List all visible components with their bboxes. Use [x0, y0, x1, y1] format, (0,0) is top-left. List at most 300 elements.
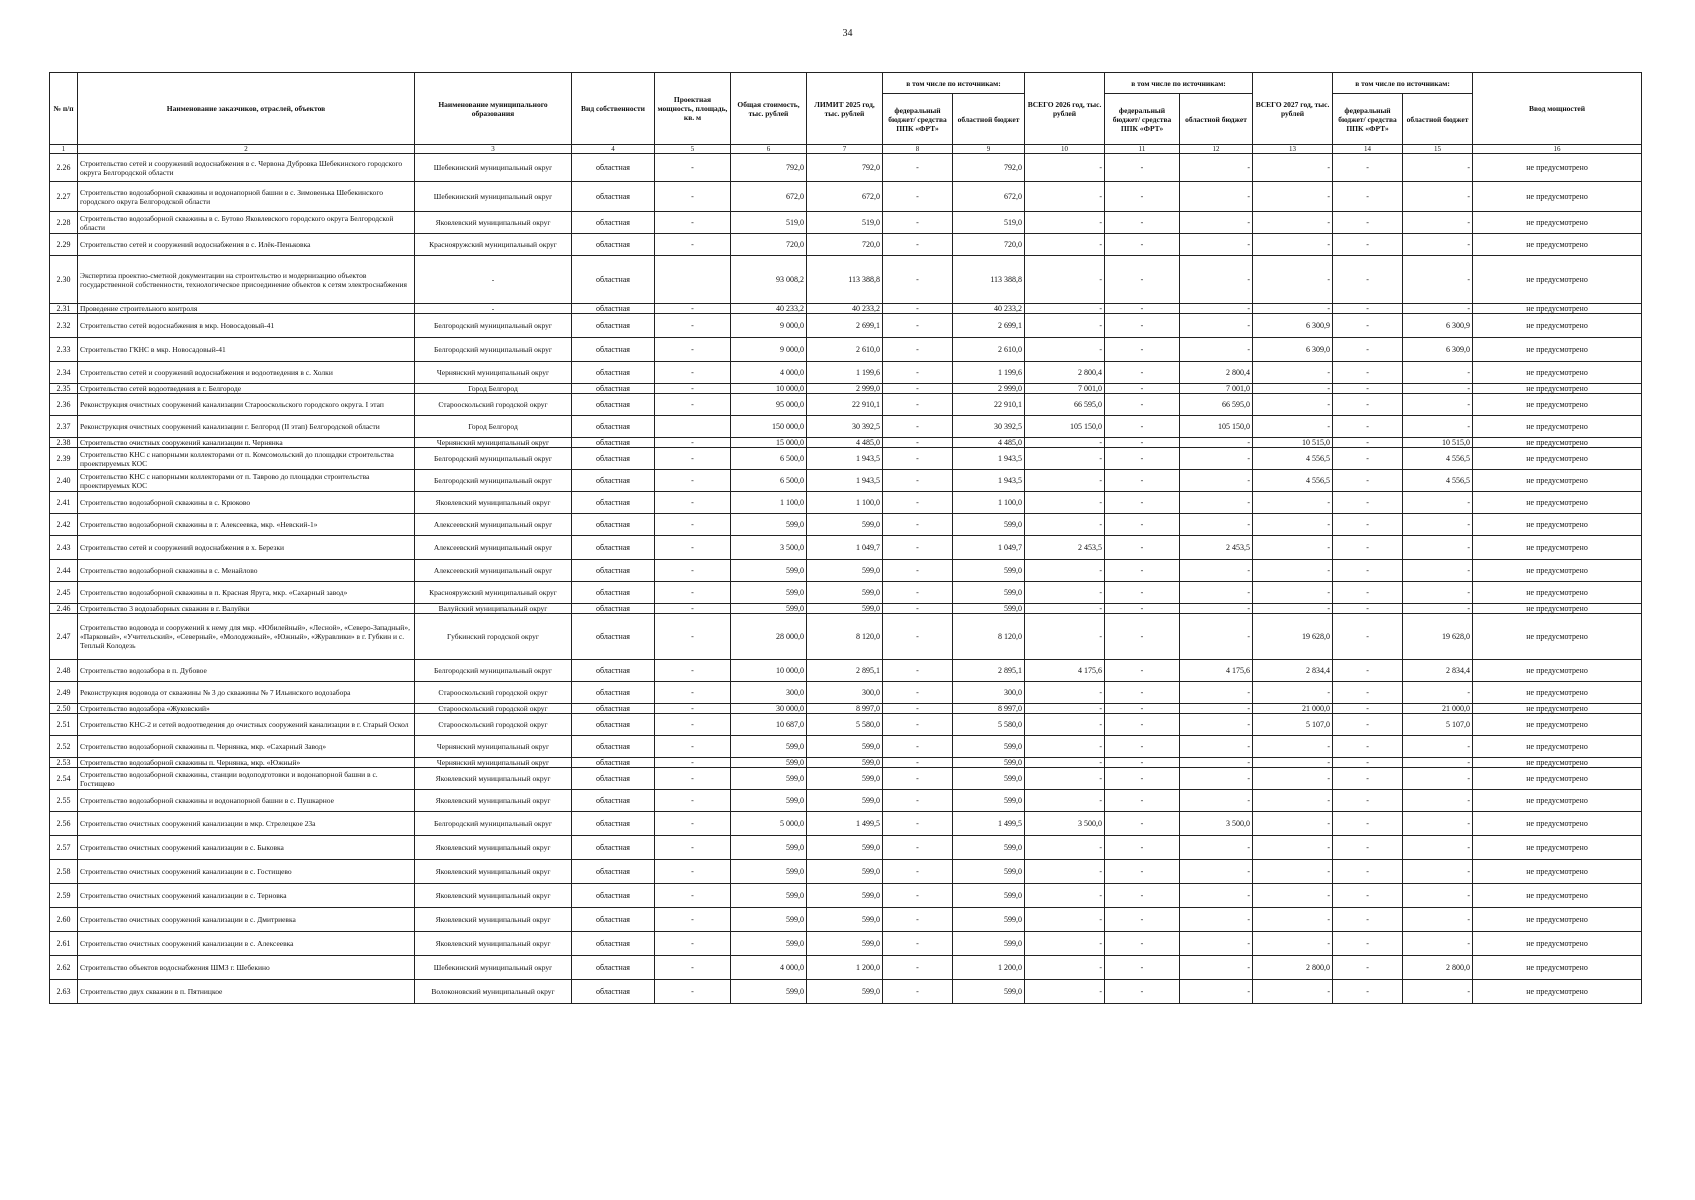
federal-2027-cell: -	[1333, 416, 1403, 438]
object-name-cell: Строительство сетей и сооружений водоснабжения в х. Березки	[78, 536, 415, 560]
column-number: 12	[1180, 145, 1253, 154]
capacity-cell: -	[655, 338, 731, 362]
limit-2025-cell: 2 999,0	[807, 384, 883, 394]
federal-2025-cell: -	[883, 604, 953, 614]
capacity-cell: -	[655, 604, 731, 614]
limit-2025-cell: 2 699,1	[807, 314, 883, 338]
commissioning-cell: не предусмотрено	[1473, 956, 1642, 980]
federal-2026-cell: -	[1105, 956, 1180, 980]
regional-2025-cell: 599,0	[953, 582, 1025, 604]
commissioning-cell: не предусмотрено	[1473, 604, 1642, 614]
regional-2027-cell: -	[1403, 492, 1473, 514]
regional-2025-cell: 1 200,0	[953, 956, 1025, 980]
municipality-cell: Яковлевский муниципальный округ	[415, 860, 572, 884]
regional-2026-cell: -	[1180, 314, 1253, 338]
total-2026-cell: -	[1025, 790, 1105, 812]
federal-2025-cell: -	[883, 614, 953, 660]
object-name-cell: Строительство очистных сооружений канализации в с. Терновка	[78, 884, 415, 908]
row-number-cell: 2.41	[50, 492, 78, 514]
regional-2027-cell: -	[1403, 860, 1473, 884]
regional-2026-cell: -	[1180, 234, 1253, 256]
federal-2027-cell: -	[1333, 860, 1403, 884]
total-2027-cell: 10 515,0	[1253, 438, 1333, 448]
federal-2027-cell: -	[1333, 604, 1403, 614]
object-name-cell: Строительство водозаборной скважины и водонапорной башни в с. Зимовенька Шебекинского городского округа Белгородской области	[78, 182, 415, 212]
column-number: 16	[1473, 145, 1642, 154]
federal-2025-cell: -	[883, 836, 953, 860]
row-number-cell: 2.57	[50, 836, 78, 860]
table-row	[50, 790, 1642, 812]
regional-2025-cell: 792,0	[953, 154, 1025, 182]
federal-2026-cell: -	[1105, 394, 1180, 416]
regional-2027-cell: 21 000,0	[1403, 704, 1473, 714]
federal-2027-cell: -	[1333, 304, 1403, 314]
regional-2026-cell: -	[1180, 470, 1253, 492]
federal-2025-cell: -	[883, 536, 953, 560]
federal-2027-cell: -	[1333, 338, 1403, 362]
object-name-cell: Строительство двух скважин в п. Пятницкое	[78, 980, 415, 1004]
regional-2026-cell: -	[1180, 714, 1253, 736]
table-row	[50, 394, 1642, 416]
regional-2025-cell: 599,0	[953, 604, 1025, 614]
regional-2025-cell: 8 997,0	[953, 704, 1025, 714]
federal-2026-cell: -	[1105, 768, 1180, 790]
regional-2027-cell: -	[1403, 884, 1473, 908]
commissioning-cell: не предусмотрено	[1473, 416, 1642, 438]
commissioning-cell: не предусмотрено	[1473, 438, 1642, 448]
regional-2026-cell: 3 500,0	[1180, 812, 1253, 836]
ownership-cell: областная	[572, 470, 655, 492]
total-2027-cell: 19 628,0	[1253, 614, 1333, 660]
regional-2027-cell: -	[1403, 908, 1473, 932]
table-row	[50, 604, 1642, 614]
column-number: 9	[953, 145, 1025, 154]
federal-2027-cell: -	[1333, 536, 1403, 560]
regional-2026-cell: -	[1180, 604, 1253, 614]
object-name-cell: Строительство водозаборной скважины, станции водоподготовки и водонапорной башни в с. Гостищево	[78, 768, 415, 790]
object-name-cell: Строительство очистных сооружений канализации в с. Дмитриевка	[78, 908, 415, 932]
table-row	[50, 758, 1642, 768]
row-number-cell: 2.53	[50, 758, 78, 768]
total-2027-cell: -	[1253, 536, 1333, 560]
total-2027-cell: -	[1253, 790, 1333, 812]
ownership-cell: областная	[572, 536, 655, 560]
capacity-cell	[655, 256, 731, 304]
regional-2026-cell: -	[1180, 514, 1253, 536]
total-2026-cell: -	[1025, 836, 1105, 860]
limit-2025-cell: 599,0	[807, 932, 883, 956]
federal-2026-cell: -	[1105, 582, 1180, 604]
total-2026-cell: -	[1025, 582, 1105, 604]
limit-2025-cell: 300,0	[807, 682, 883, 704]
object-name-cell: Строительство водозаборной скважины п. Чернянка, мкр. «Южный»	[78, 758, 415, 768]
table-row	[50, 416, 1642, 438]
commissioning-cell: не предусмотрено	[1473, 560, 1642, 582]
limit-2025-cell: 1 200,0	[807, 956, 883, 980]
row-number-cell: 2.55	[50, 790, 78, 812]
federal-2026-cell: -	[1105, 536, 1180, 560]
row-number-cell: 2.26	[50, 154, 78, 182]
total-cost-cell: 599,0	[731, 560, 807, 582]
total-cost-cell: 599,0	[731, 514, 807, 536]
commissioning-cell: не предусмотрено	[1473, 980, 1642, 1004]
capacity-cell: -	[655, 736, 731, 758]
limit-2025-cell: 519,0	[807, 212, 883, 234]
total-2027-cell: -	[1253, 812, 1333, 836]
column-number: 3	[415, 145, 572, 154]
federal-2026-cell: -	[1105, 362, 1180, 384]
total-2026-cell: -	[1025, 956, 1105, 980]
federal-2026-cell: -	[1105, 514, 1180, 536]
federal-2027-cell: -	[1333, 956, 1403, 980]
federal-2026-cell: -	[1105, 790, 1180, 812]
total-2026-cell: -	[1025, 256, 1105, 304]
ownership-cell: областная	[572, 582, 655, 604]
total-2027-cell: -	[1253, 682, 1333, 704]
row-number-cell: 2.56	[50, 812, 78, 836]
total-2026-cell: -	[1025, 980, 1105, 1004]
total-2027-cell: -	[1253, 884, 1333, 908]
federal-2027-cell: -	[1333, 438, 1403, 448]
total-2027-cell: -	[1253, 234, 1333, 256]
row-number-cell: 2.33	[50, 338, 78, 362]
total-cost-cell: 150 000,0	[731, 416, 807, 438]
commissioning-cell: не предусмотрено	[1473, 362, 1642, 384]
regional-2026-cell: -	[1180, 908, 1253, 932]
object-name-cell: Проведение строительного контроля	[78, 304, 415, 314]
regional-2025-cell: 40 233,2	[953, 304, 1025, 314]
object-name-cell: Строительство сетей и сооружений водоснабжения в с. Илёк-Пеньковка	[78, 234, 415, 256]
ownership-cell: областная	[572, 384, 655, 394]
federal-2026-cell: -	[1105, 884, 1180, 908]
federal-2025-cell: -	[883, 884, 953, 908]
total-2027-cell: -	[1253, 860, 1333, 884]
table-row	[50, 768, 1642, 790]
total-2026-cell: -	[1025, 438, 1105, 448]
regional-2025-cell: 300,0	[953, 682, 1025, 704]
limit-2025-cell: 2 895,1	[807, 660, 883, 682]
regional-2025-cell: 5 580,0	[953, 714, 1025, 736]
row-number-cell: 2.47	[50, 614, 78, 660]
federal-2025-cell: -	[883, 768, 953, 790]
investment-program-table	[49, 72, 1642, 1004]
object-name-cell: Строительство очистных сооружений канализации в с. Алексеевка	[78, 932, 415, 956]
row-number-cell: 2.36	[50, 394, 78, 416]
total-2027-cell: 21 000,0	[1253, 704, 1333, 714]
capacity-cell: -	[655, 614, 731, 660]
object-name-cell: Реконструкция очистных сооружений канализации Старооскольского городского округа. I этап	[78, 394, 415, 416]
municipality-cell: Старооскольский городской округ	[415, 682, 572, 704]
federal-2025-cell: -	[883, 812, 953, 836]
regional-2026-cell: -	[1180, 758, 1253, 768]
ownership-cell: областная	[572, 980, 655, 1004]
total-2026-cell: -	[1025, 314, 1105, 338]
regional-2027-cell: -	[1403, 768, 1473, 790]
total-2026-cell: -	[1025, 768, 1105, 790]
municipality-cell: Шебекинский муниципальный округ	[415, 182, 572, 212]
capacity-cell: -	[655, 394, 731, 416]
regional-2025-cell: 1 199,6	[953, 362, 1025, 384]
table-row	[50, 234, 1642, 256]
header-municipality: Наименование муниципального образования	[415, 73, 572, 145]
total-2027-cell: -	[1253, 980, 1333, 1004]
row-number-cell: 2.35	[50, 384, 78, 394]
regional-2027-cell: -	[1403, 736, 1473, 758]
regional-2026-cell: -	[1180, 492, 1253, 514]
total-2026-cell: 3 500,0	[1025, 812, 1105, 836]
header-sources-2025: в том числе по источникам:	[883, 73, 1025, 94]
capacity-cell: -	[655, 836, 731, 860]
municipality-cell: Белгородский муниципальный округ	[415, 660, 572, 682]
table-row	[50, 314, 1642, 338]
regional-2025-cell: 1 100,0	[953, 492, 1025, 514]
limit-2025-cell: 1 943,5	[807, 470, 883, 492]
total-2027-cell: -	[1253, 836, 1333, 860]
row-number-cell: 2.46	[50, 604, 78, 614]
federal-2026-cell: -	[1105, 154, 1180, 182]
federal-2025-cell: -	[883, 154, 953, 182]
federal-2027-cell: -	[1333, 884, 1403, 908]
total-2027-cell: -	[1253, 154, 1333, 182]
total-2026-cell: 105 150,0	[1025, 416, 1105, 438]
total-2027-cell: 2 834,4	[1253, 660, 1333, 682]
commissioning-cell: не предусмотрено	[1473, 384, 1642, 394]
commissioning-cell: не предусмотрено	[1473, 790, 1642, 812]
commissioning-cell: не предусмотрено	[1473, 212, 1642, 234]
table-row	[50, 956, 1642, 980]
total-cost-cell: 30 000,0	[731, 704, 807, 714]
total-2026-cell: -	[1025, 614, 1105, 660]
regional-2027-cell: 4 556,5	[1403, 470, 1473, 492]
header-sources-2026: в том числе по источникам:	[1105, 73, 1253, 94]
federal-2025-cell: -	[883, 660, 953, 682]
object-name-cell: Строительство водозабора в п. Дубовое	[78, 660, 415, 682]
regional-2025-cell: 30 392,5	[953, 416, 1025, 438]
object-name-cell: Строительство водозаборной скважины в п. Красная Яруга, мкр. «Сахарный завод»	[78, 582, 415, 604]
municipality-cell: Яковлевский муниципальный округ	[415, 932, 572, 956]
object-name-cell: Строительство очистных сооружений канализации в мкр. Стрелецкое 23а	[78, 812, 415, 836]
total-2026-cell: 2 800,4	[1025, 362, 1105, 384]
total-2026-cell: -	[1025, 234, 1105, 256]
row-number-cell: 2.44	[50, 560, 78, 582]
capacity-cell: -	[655, 314, 731, 338]
total-2027-cell: -	[1253, 416, 1333, 438]
total-2027-cell: 4 556,5	[1253, 470, 1333, 492]
total-cost-cell: 599,0	[731, 980, 807, 1004]
total-2026-cell: 66 595,0	[1025, 394, 1105, 416]
federal-2027-cell: -	[1333, 470, 1403, 492]
capacity-cell: -	[655, 582, 731, 604]
regional-2025-cell: 519,0	[953, 212, 1025, 234]
row-number-cell: 2.62	[50, 956, 78, 980]
regional-2026-cell: -	[1180, 884, 1253, 908]
table-body	[50, 154, 1642, 1004]
commissioning-cell: не предусмотрено	[1473, 256, 1642, 304]
federal-2025-cell: -	[883, 338, 953, 362]
commissioning-cell: не предусмотрено	[1473, 768, 1642, 790]
capacity-cell	[655, 416, 731, 438]
limit-2025-cell: 4 485,0	[807, 438, 883, 448]
total-2027-cell: -	[1253, 304, 1333, 314]
limit-2025-cell: 1 943,5	[807, 448, 883, 470]
total-cost-cell: 4 000,0	[731, 362, 807, 384]
federal-2025-cell: -	[883, 514, 953, 536]
total-cost-cell: 599,0	[731, 736, 807, 758]
total-2026-cell: -	[1025, 704, 1105, 714]
municipality-cell: Волоконовский муниципальный округ	[415, 980, 572, 1004]
table-row	[50, 682, 1642, 704]
federal-2027-cell: -	[1333, 790, 1403, 812]
regional-2027-cell: -	[1403, 812, 1473, 836]
total-2027-cell: -	[1253, 736, 1333, 758]
federal-2027-cell: -	[1333, 582, 1403, 604]
federal-2026-cell: -	[1105, 234, 1180, 256]
regional-2025-cell: 599,0	[953, 884, 1025, 908]
municipality-cell: Яковлевский муниципальный округ	[415, 908, 572, 932]
federal-2027-cell: -	[1333, 736, 1403, 758]
ownership-cell: областная	[572, 614, 655, 660]
ownership-cell: областная	[572, 682, 655, 704]
header-capacity: Проектная мощность, площадь, кв. м	[655, 73, 731, 145]
commissioning-cell: не предусмотрено	[1473, 394, 1642, 416]
table-row	[50, 492, 1642, 514]
federal-2026-cell: -	[1105, 614, 1180, 660]
commissioning-cell: не предусмотрено	[1473, 154, 1642, 182]
federal-2026-cell: -	[1105, 182, 1180, 212]
regional-2027-cell: -	[1403, 758, 1473, 768]
regional-2027-cell: -	[1403, 416, 1473, 438]
federal-2025-cell: -	[883, 314, 953, 338]
regional-2027-cell: 4 556,5	[1403, 448, 1473, 470]
federal-2027-cell: -	[1333, 980, 1403, 1004]
object-name-cell: Строительство очистных сооружений канализации в с. Гостищево	[78, 860, 415, 884]
regional-2026-cell: -	[1180, 304, 1253, 314]
limit-2025-cell: 30 392,5	[807, 416, 883, 438]
table-row	[50, 660, 1642, 682]
federal-2027-cell: -	[1333, 234, 1403, 256]
capacity-cell: -	[655, 438, 731, 448]
page-number: 34	[842, 28, 853, 39]
table-row	[50, 560, 1642, 582]
commissioning-cell: не предусмотрено	[1473, 314, 1642, 338]
object-name-cell: Строительство сетей и сооружений водоснабжения и водоотведения в с. Холки	[78, 362, 415, 384]
regional-2027-cell: -	[1403, 980, 1473, 1004]
commissioning-cell: не предусмотрено	[1473, 714, 1642, 736]
total-2027-cell: -	[1253, 560, 1333, 582]
total-2027-cell: 4 556,5	[1253, 448, 1333, 470]
limit-2025-cell: 599,0	[807, 514, 883, 536]
municipality-cell: Губкинский городской округ	[415, 614, 572, 660]
limit-2025-cell: 8 120,0	[807, 614, 883, 660]
capacity-cell: -	[655, 234, 731, 256]
object-name-cell: Строительство очистных сооружений канализации п. Чернянка	[78, 438, 415, 448]
regional-2026-cell: 2 453,5	[1180, 536, 1253, 560]
table-row	[50, 980, 1642, 1004]
federal-2025-cell: -	[883, 714, 953, 736]
federal-2026-cell: -	[1105, 736, 1180, 758]
regional-2026-cell: -	[1180, 682, 1253, 704]
regional-2026-cell: -	[1180, 582, 1253, 604]
limit-2025-cell: 672,0	[807, 182, 883, 212]
regional-2025-cell: 599,0	[953, 836, 1025, 860]
regional-2026-cell: -	[1180, 212, 1253, 234]
regional-2025-cell: 22 910,1	[953, 394, 1025, 416]
object-name-cell: Строительство водозабора «Жуковский»	[78, 704, 415, 714]
municipality-cell: Старооскольский городской округ	[415, 714, 572, 736]
total-2026-cell: -	[1025, 338, 1105, 362]
regional-2025-cell: 599,0	[953, 514, 1025, 536]
total-2027-cell: -	[1253, 514, 1333, 536]
limit-2025-cell: 113 388,8	[807, 256, 883, 304]
ownership-cell: областная	[572, 394, 655, 416]
municipality-cell: Алексеевский муниципальный округ	[415, 514, 572, 536]
row-number-cell: 2.63	[50, 980, 78, 1004]
ownership-cell: областная	[572, 416, 655, 438]
total-2027-cell: -	[1253, 768, 1333, 790]
column-number: 6	[731, 145, 807, 154]
federal-2027-cell: -	[1333, 394, 1403, 416]
federal-2025-cell: -	[883, 448, 953, 470]
total-2026-cell: -	[1025, 492, 1105, 514]
total-cost-cell: 10 687,0	[731, 714, 807, 736]
federal-2025-cell: -	[883, 790, 953, 812]
regional-2026-cell: -	[1180, 860, 1253, 884]
total-cost-cell: 1 100,0	[731, 492, 807, 514]
ownership-cell: областная	[572, 660, 655, 682]
regional-2026-cell: -	[1180, 614, 1253, 660]
limit-2025-cell: 599,0	[807, 860, 883, 884]
table-row	[50, 470, 1642, 492]
capacity-cell: -	[655, 682, 731, 704]
object-name-cell: Строительство сетей водоснабжения в мкр. Новосадовый-41	[78, 314, 415, 338]
federal-2026-cell: -	[1105, 384, 1180, 394]
municipality-cell: Белгородский муниципальный округ	[415, 314, 572, 338]
federal-2026-cell: -	[1105, 314, 1180, 338]
table-row	[50, 182, 1642, 212]
commissioning-cell: не предусмотрено	[1473, 304, 1642, 314]
regional-2025-cell: 1 049,7	[953, 536, 1025, 560]
row-number-cell: 2.39	[50, 448, 78, 470]
total-2027-cell: -	[1253, 604, 1333, 614]
regional-2026-cell: -	[1180, 836, 1253, 860]
federal-2026-cell: -	[1105, 492, 1180, 514]
object-name-cell: Строительство КНС с напорными коллекторами от п. Таврово до площадки строительства проектируемых КОС	[78, 470, 415, 492]
limit-2025-cell: 1 499,5	[807, 812, 883, 836]
column-number: 2	[78, 145, 415, 154]
total-2027-cell: -	[1253, 362, 1333, 384]
row-number-cell: 2.40	[50, 470, 78, 492]
capacity-cell: -	[655, 790, 731, 812]
row-number-cell: 2.48	[50, 660, 78, 682]
regional-2025-cell: 720,0	[953, 234, 1025, 256]
regional-2026-cell: -	[1180, 448, 1253, 470]
ownership-cell: областная	[572, 736, 655, 758]
total-cost-cell: 599,0	[731, 604, 807, 614]
federal-2025-cell: -	[883, 234, 953, 256]
row-number-cell: 2.27	[50, 182, 78, 212]
object-name-cell: Строительство водозаборной скважины в с. Менайлово	[78, 560, 415, 582]
total-2026-cell: -	[1025, 470, 1105, 492]
federal-2025-cell: -	[883, 182, 953, 212]
total-2027-cell: -	[1253, 384, 1333, 394]
total-2027-cell: -	[1253, 492, 1333, 514]
row-number-cell: 2.45	[50, 582, 78, 604]
regional-2026-cell: -	[1180, 980, 1253, 1004]
federal-2027-cell: -	[1333, 314, 1403, 338]
regional-2026-cell: -	[1180, 256, 1253, 304]
row-number-cell: 2.52	[50, 736, 78, 758]
regional-2027-cell: -	[1403, 362, 1473, 384]
